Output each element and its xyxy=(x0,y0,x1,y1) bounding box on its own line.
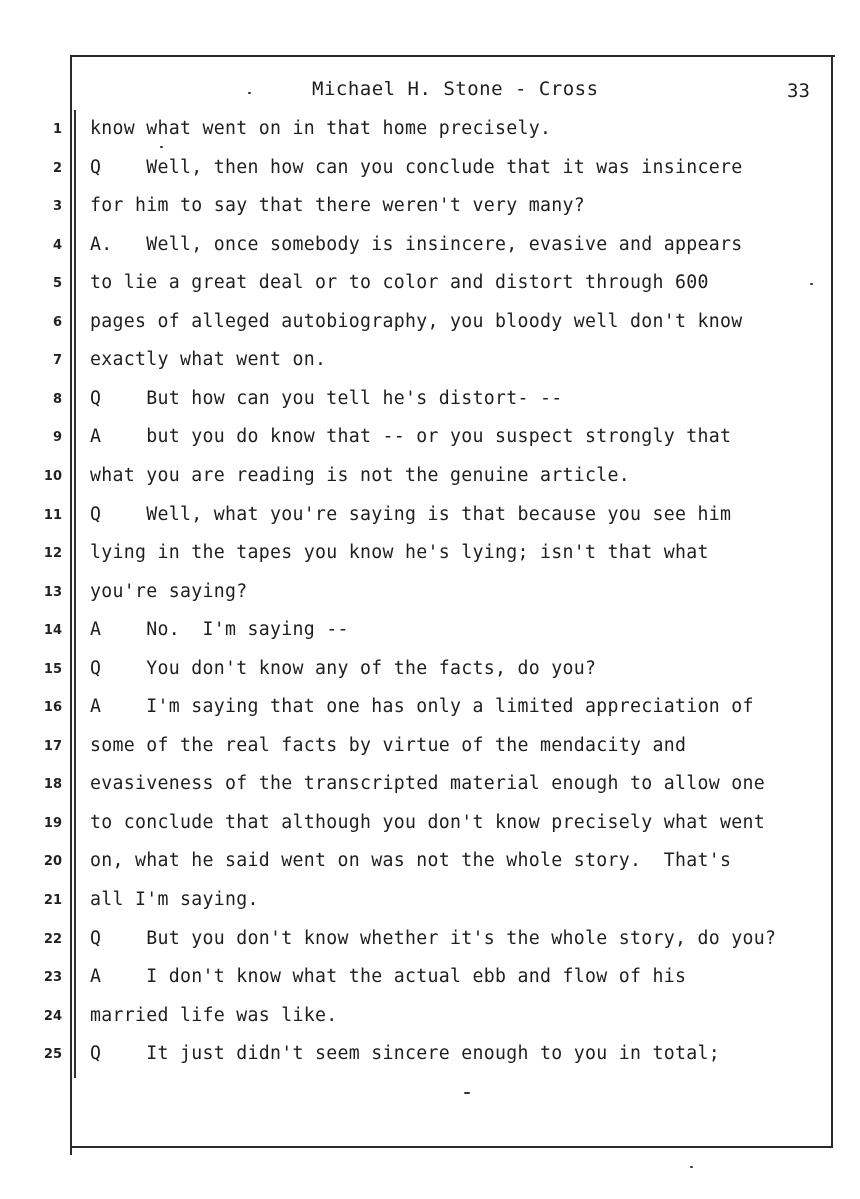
transcript-line-text: Q But how can you tell he's distort- -- xyxy=(90,387,563,409)
line-number: 24 xyxy=(43,1008,62,1024)
line-number: 3 xyxy=(52,199,62,215)
scan-speck xyxy=(248,92,251,94)
line-number-divider xyxy=(74,110,76,1078)
transcript-line-text: A No. I'm saying -- xyxy=(90,619,349,641)
transcript-line-text: lying in the tapes you know he's lying; isn't that what xyxy=(90,542,709,564)
line-number: 19 xyxy=(43,815,62,831)
transcript-line-text: A. Well, once somebody is insincere, evasive and appears xyxy=(90,233,743,255)
page-header-title: Michael H. Stone - Cross xyxy=(312,78,599,100)
line-number: 2 xyxy=(52,160,62,176)
transcript-line-text: some of the real facts by virtue of the mendacity and xyxy=(90,734,687,756)
line-number: 23 xyxy=(43,970,62,986)
transcript-line-text: to conclude that although you don't know precisely what went xyxy=(90,811,765,833)
line-number: 6 xyxy=(52,314,62,330)
line-number: 8 xyxy=(52,391,62,407)
line-number: 16 xyxy=(43,700,62,716)
transcript-line-text: Q You don't know any of the facts, do you? xyxy=(90,657,597,679)
transcript-line-text: to lie a great deal or to color and distort through 600 xyxy=(90,272,709,294)
line-number: 11 xyxy=(43,507,62,523)
transcript-line-text: what you are reading is not the genuine article. xyxy=(90,464,630,486)
page-border-left xyxy=(70,55,72,1155)
transcript-line-text: A but you do know that -- or you suspect strongly that xyxy=(90,426,732,448)
transcript-line-text: know what went on in that home precisely. xyxy=(90,118,552,139)
line-number: 9 xyxy=(52,430,62,446)
scan-speck xyxy=(690,1166,693,1168)
page-border-right xyxy=(831,55,833,1148)
page-border-bottom xyxy=(70,1146,833,1148)
transcript-line-text: evasiveness of the transcripted material enough to allow one xyxy=(90,773,765,795)
line-number: 20 xyxy=(43,854,62,870)
line-number: 5 xyxy=(52,276,62,292)
transcript-line-text: exactly what went on. xyxy=(90,349,327,371)
line-number: 15 xyxy=(43,661,62,677)
line-number: 18 xyxy=(43,777,62,793)
transcript-line-text: A I'm saying that one has only a limited appreciation of xyxy=(90,696,754,718)
scan-speck xyxy=(464,1092,470,1094)
line-number: 12 xyxy=(43,546,62,562)
line-number: 13 xyxy=(43,584,62,600)
transcript-line-text: pages of alleged autobiography, you bloody well don't know xyxy=(90,310,743,332)
page-number: 33 xyxy=(787,80,810,102)
transcript-line-text: you're saying? xyxy=(90,580,248,602)
line-number: 22 xyxy=(43,931,62,947)
line-number: 7 xyxy=(52,353,62,369)
scan-speck xyxy=(810,283,813,285)
page-border-top xyxy=(70,55,835,57)
transcript-line-text: A I don't know what the actual ebb and flow of his xyxy=(90,966,687,988)
line-number: 17 xyxy=(43,738,62,754)
line-number: 4 xyxy=(52,237,62,253)
transcript-line-text: on, what he said went on was not the whole story. That's xyxy=(90,850,732,872)
transcript-line-text: for him to say that there weren't very many? xyxy=(90,195,585,217)
scan-speck xyxy=(160,146,163,148)
transcript-line-text: Q Well, what you're saying is that because you see him xyxy=(90,503,732,525)
transcript-line-text: married life was like. xyxy=(90,1004,338,1026)
line-number: 14 xyxy=(43,623,62,639)
line-number: 21 xyxy=(43,893,62,908)
transcript-line-text: Q But you don't know whether it's the whole story, do you? xyxy=(90,927,777,949)
transcript-line-text: Q Well, then how can you conclude that it was insincere xyxy=(90,156,743,178)
transcript-line-text: all I'm saying. xyxy=(90,889,259,910)
transcript-line-text: Q It just didn't seem sincere enough to you in total; xyxy=(90,1043,720,1065)
line-number: 25 xyxy=(43,1047,62,1063)
line-number: 1 xyxy=(52,122,62,137)
line-number: 10 xyxy=(43,468,62,484)
